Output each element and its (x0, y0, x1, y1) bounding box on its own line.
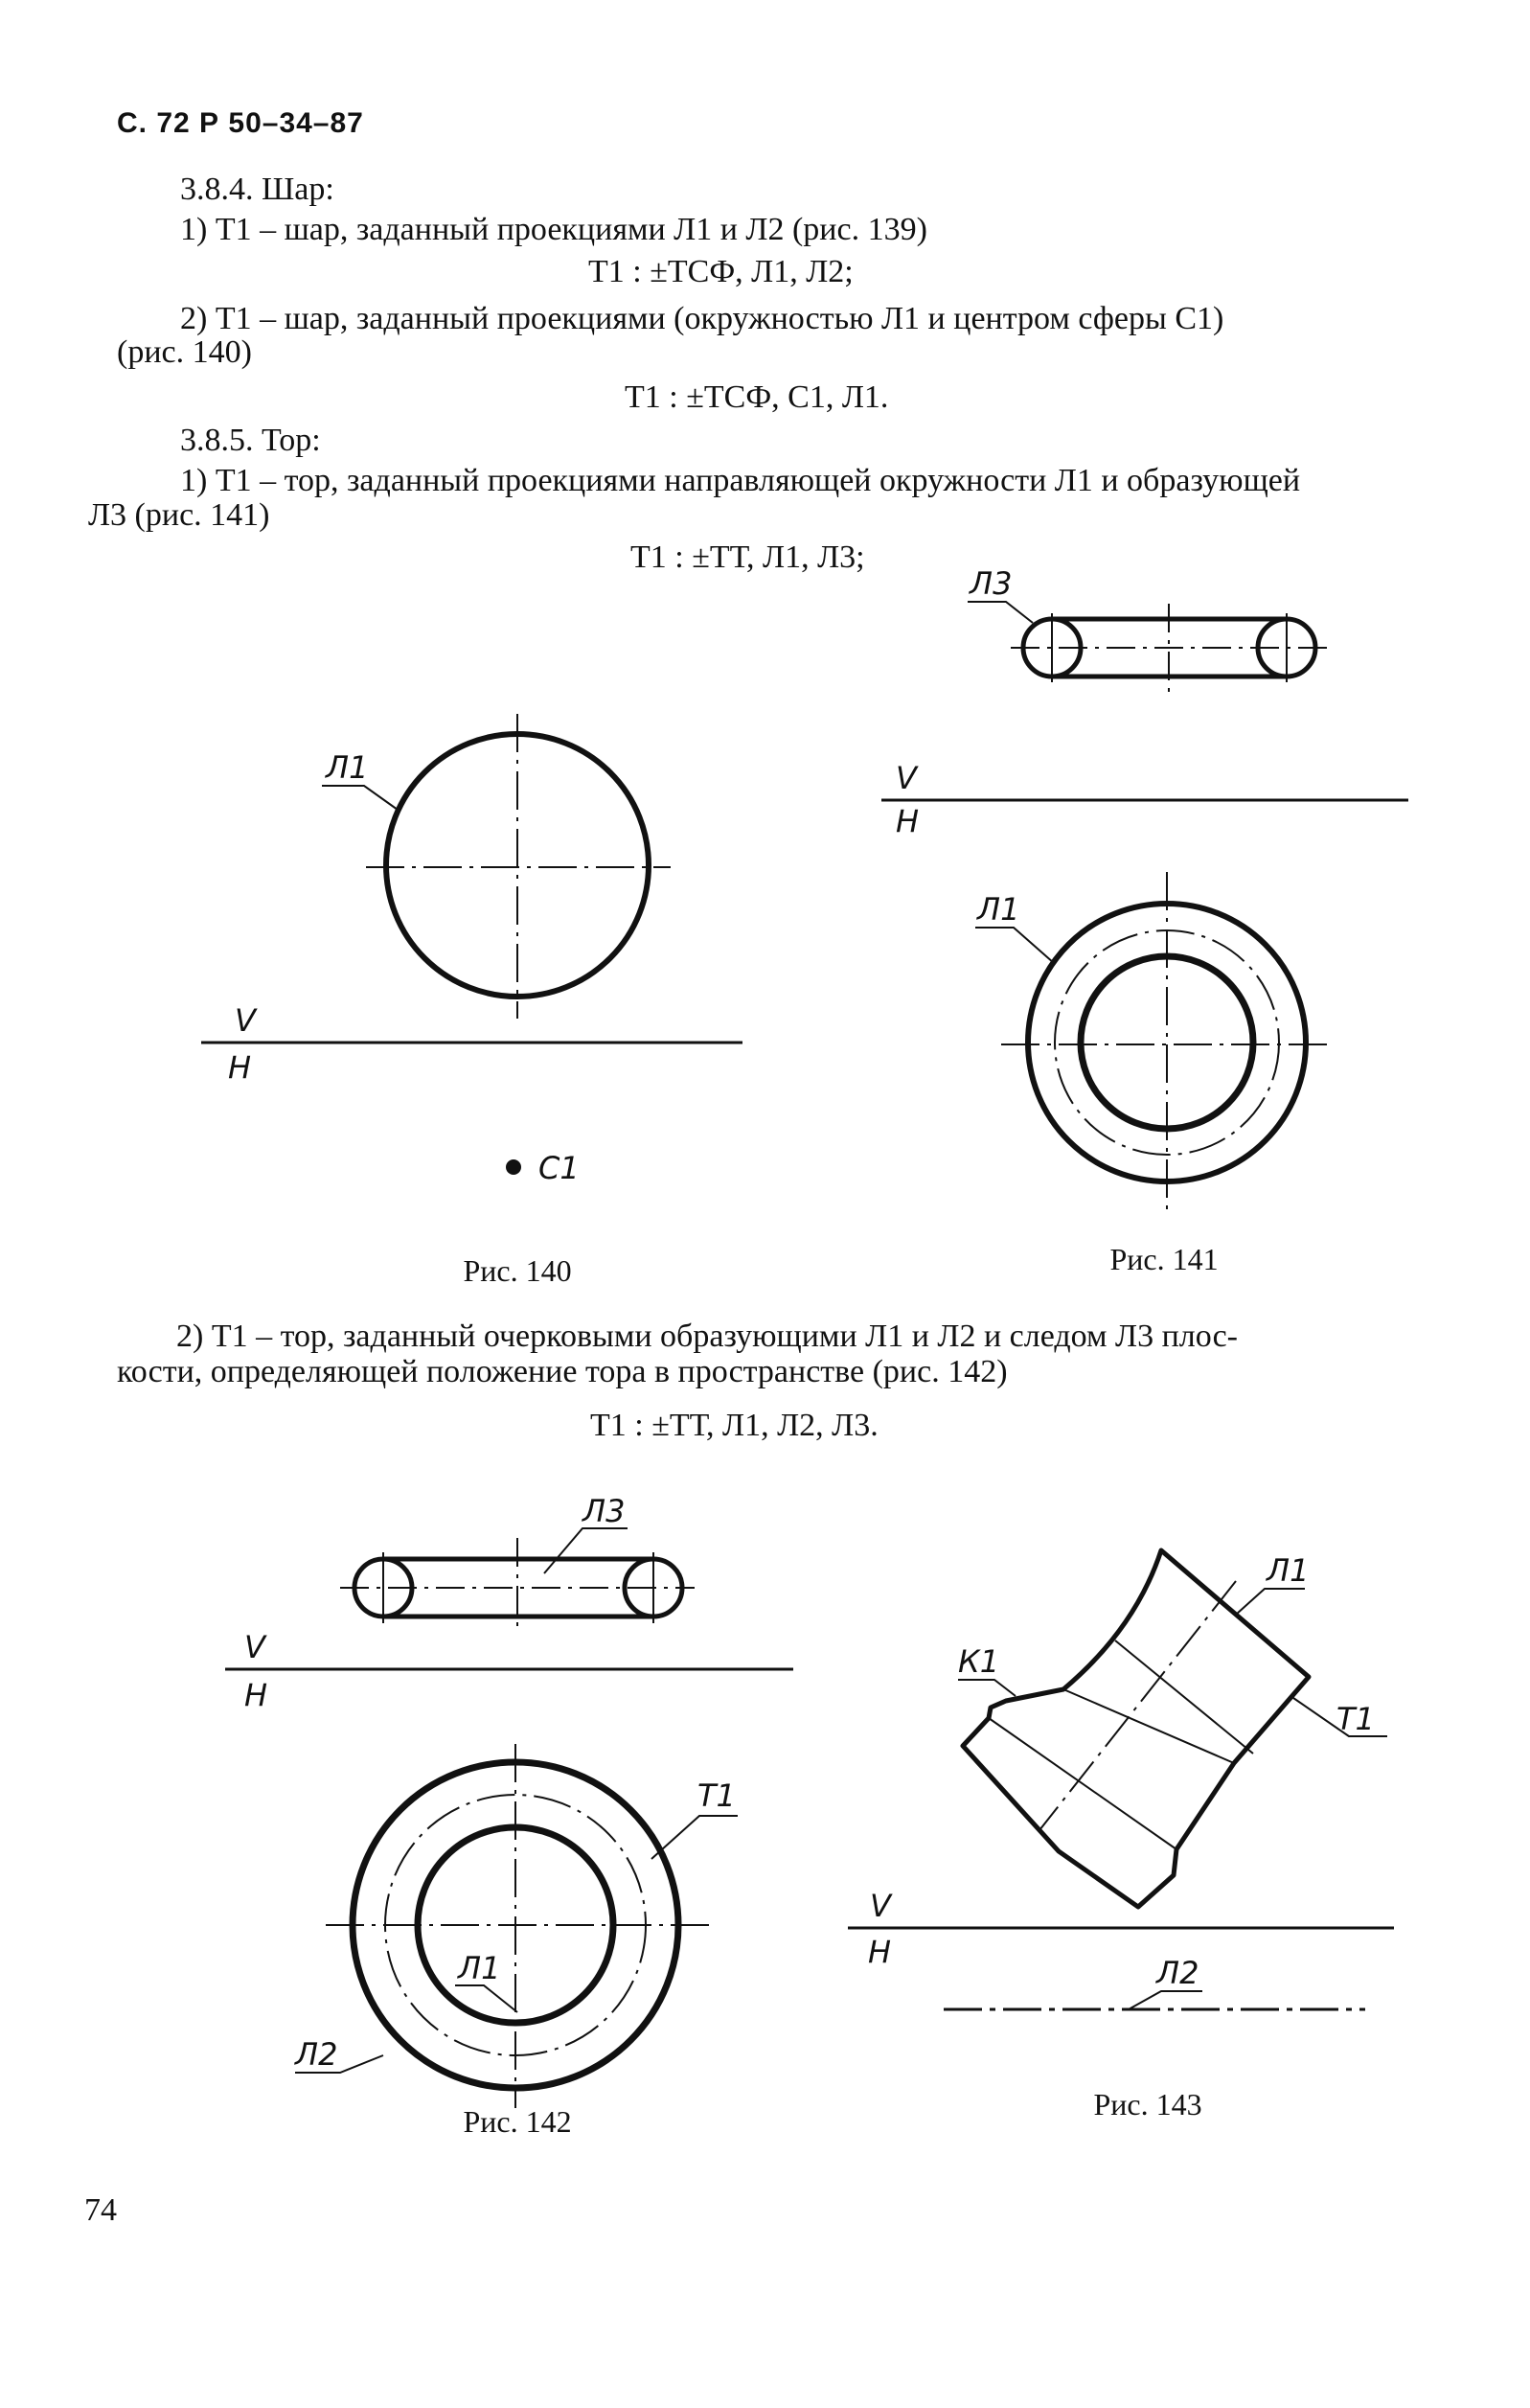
fig142-label-l2: Л2 (295, 2036, 338, 2073)
fig143-leader-l1 (1236, 1589, 1305, 1615)
formula-torus-1: Т1 : ±ТТ, Л1, Л3; (630, 539, 865, 575)
fig142-label-t1: Т1 (697, 1777, 736, 1814)
fig140-label-v: V (235, 1002, 256, 1039)
paragraph-torus-2: 2) Т1 – тор, заданный очерковыми образующими Л1 и Л2 и следом Л3 плос- (176, 1319, 1239, 1354)
section-heading-ball: 3.8.4. Шар: (180, 172, 334, 207)
fig143-label-k1: К1 (958, 1643, 1000, 1680)
fig143-leader-l2 (1129, 1991, 1202, 2009)
caption-fig-142: Рис. 142 (463, 2104, 572, 2139)
fig140-label-l1: Л1 (326, 749, 369, 786)
fig140-label-c1: С1 (538, 1150, 580, 1186)
fig142-label-h: H (244, 1677, 268, 1713)
fig141-label-v: V (896, 760, 917, 796)
fig142-label-l3: Л3 (582, 1493, 626, 1529)
page-header: С. 72 Р 50–34–87 (117, 107, 364, 139)
fig143-label-l2: Л2 (1156, 1955, 1199, 1991)
formula-ball-1: Т1 : ±ТСФ, Л1, Л2; (588, 254, 854, 289)
fig143-label-v: V (870, 1888, 891, 1924)
fig142-label-l1: Л1 (458, 1950, 501, 1986)
fig143-axis (1039, 1581, 1236, 1830)
section-heading-torus: 3.8.5. Тор: (180, 423, 321, 458)
fig141-label-h: H (896, 803, 920, 839)
formula-torus-2: Т1 : ±ТТ, Л1, Л2, Л3. (590, 1408, 879, 1443)
fig143-section-line-3 (1063, 1689, 1234, 1763)
caption-fig-140: Рис. 140 (463, 1253, 572, 1288)
fig142-label-v: V (244, 1629, 265, 1665)
paragraph-torus-1-cont: Л3 (рис. 141) (88, 497, 270, 533)
fig143-section-line-1 (1115, 1640, 1253, 1754)
paragraph-ball-1: 1) Т1 – шар, заданный проекциями Л1 и Л2 (рис. 139) (180, 212, 927, 247)
fig140-label-h: H (228, 1049, 252, 1086)
fig143-label-t1: Т1 (1336, 1701, 1375, 1737)
fig143-torus-body (963, 1550, 1309, 1907)
caption-fig-143: Рис. 143 (1093, 2087, 1202, 2121)
paragraph-torus-1: 1) Т1 – тор, заданный проекциями направляющей окружности Л1 и образующей (180, 463, 1301, 498)
paragraph-ball-2-cont: (рис. 140) (117, 334, 252, 370)
paragraph-torus-2-cont: кости, определяющей положение тора в пространстве (рис. 142) (117, 1354, 1008, 1389)
fig143-label-h: H (868, 1934, 892, 1970)
fig143-leader-k1 (958, 1680, 1016, 1696)
fig141-label-l1: Л1 (977, 891, 1020, 928)
fig143-label-l1: Л1 (1267, 1552, 1310, 1589)
page-number: 74 (84, 2192, 117, 2228)
fig143-section-line-2 (989, 1718, 1176, 1849)
paragraph-ball-2: 2) Т1 – шар, заданный проекциями (окружностью Л1 и центром сферы С1) (180, 301, 1224, 336)
caption-fig-141: Рис. 141 (1109, 1242, 1219, 1276)
fig141-label-l3: Л3 (970, 565, 1013, 602)
formula-ball-2: Т1 : ±ТСФ, С1, Л1. (625, 379, 889, 415)
